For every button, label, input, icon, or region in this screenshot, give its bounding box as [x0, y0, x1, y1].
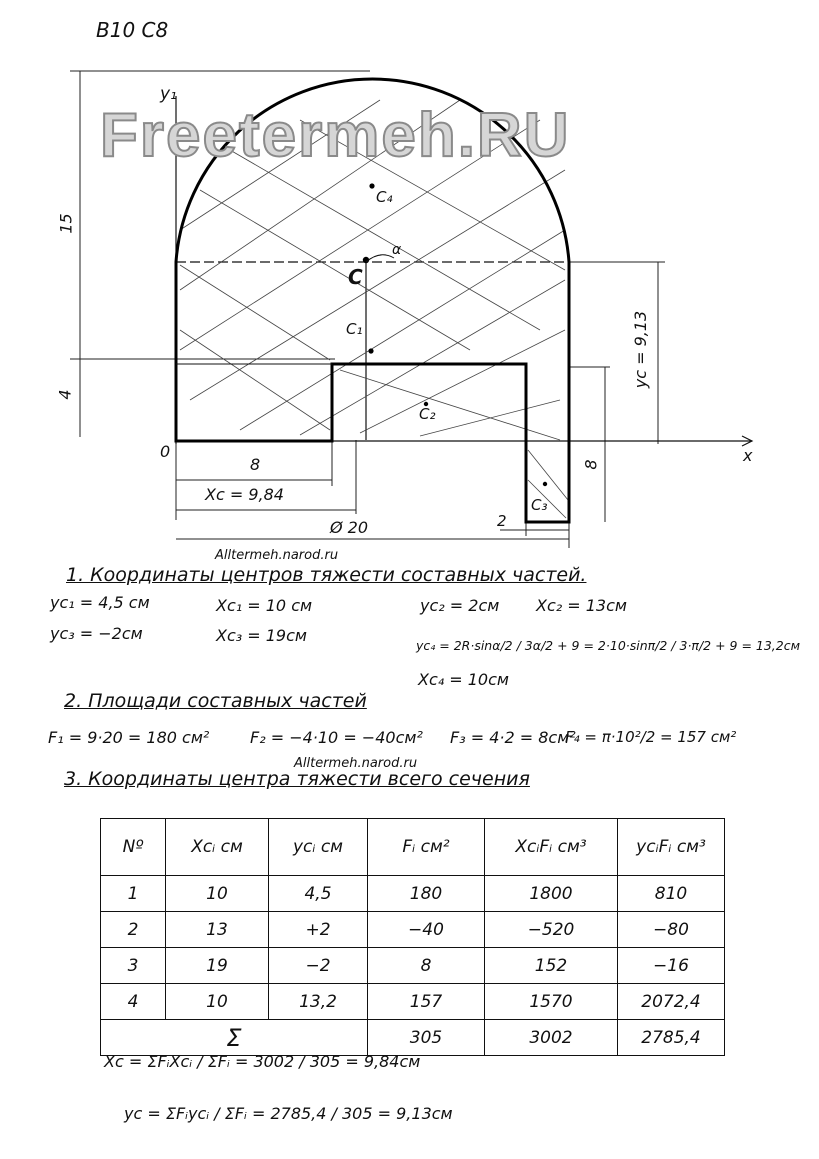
table-header: ycᵢ см: [269, 819, 368, 876]
table-sum-cell: 3002: [485, 1020, 618, 1056]
area-f2: F₂ = −4·10 = −40см²: [250, 728, 423, 747]
table-sum-cell: 305: [368, 1020, 485, 1056]
table-cell: 13: [166, 912, 269, 948]
table-cell: 3: [101, 948, 166, 984]
table-cell: 180: [368, 876, 485, 912]
table-cell: 157: [368, 984, 485, 1020]
table-sum-row: [101, 1020, 725, 1056]
yc1-value: yᴄ₁ = 4,5 см: [50, 593, 150, 612]
site-note: Alltermeh.narod.ru: [294, 756, 418, 771]
table-cell: 1800: [485, 876, 618, 912]
dim-height-15: 15: [56, 213, 76, 234]
table-header-row: [101, 819, 725, 876]
yc3-value: yᴄ₃ = −2см: [50, 624, 143, 643]
area-f4: F₄ = π·10²/2 = 157 см²: [565, 728, 737, 746]
centroid-c3-label: C₃: [531, 496, 548, 514]
section2-heading: 2. Площади составных частей: [64, 690, 367, 712]
xc3-value: Xᴄ₃ = 19см: [216, 626, 307, 645]
xc1-value: Xᴄ₁ = 10 см: [216, 596, 313, 615]
table-cell: 1: [101, 876, 166, 912]
origin-label: 0: [160, 442, 171, 461]
table-cell: −40: [368, 912, 485, 948]
table-cell: −520: [485, 912, 618, 948]
table-cell: +2: [269, 912, 368, 948]
xc2-value: Xᴄ₂ = 13см: [536, 596, 627, 615]
xc4-value: Xᴄ₄ = 10см: [418, 670, 509, 689]
dim-width-8: 8: [250, 455, 261, 474]
table-cell: 2: [101, 912, 166, 948]
yc2-value: yᴄ₂ = 2см: [420, 596, 500, 615]
centroid-c4-label: C₄: [376, 188, 393, 206]
centroid-c-label: C: [348, 265, 363, 289]
table-row: [101, 912, 725, 948]
table-cell: 4: [101, 984, 166, 1020]
dim-diameter-20: Ø 20: [330, 518, 369, 537]
table-header: Xcᵢ см: [166, 819, 269, 876]
table-cell: 8: [368, 948, 485, 984]
centroid-c1-label: C₁: [346, 320, 363, 338]
dim-width-2: 2: [497, 512, 507, 530]
table-cell: 810: [618, 876, 725, 912]
table-cell: 4,5: [269, 876, 368, 912]
table-row: [101, 948, 725, 984]
table-cell: −80: [618, 912, 725, 948]
dim-xc: Xᴄ = 9,84: [205, 485, 284, 504]
table-cell: 13,2: [269, 984, 368, 1020]
table-row: [101, 984, 725, 1020]
section3-heading: 3. Координаты центра тяжести всего сечения: [64, 768, 530, 790]
site-watermark: Freetermeh.RU: [100, 101, 571, 170]
site-note: Alltermeh.narod.ru: [215, 548, 339, 563]
x-axis-label: x: [743, 446, 753, 465]
area-f3: F₃ = 4·2 = 8см²: [450, 728, 576, 747]
table-cell: 10: [166, 876, 269, 912]
alpha-label: α: [392, 242, 402, 258]
table-cell: 10: [166, 984, 269, 1020]
table-header: Nº: [101, 819, 166, 876]
variant-label: В10 С8: [96, 18, 169, 42]
dim-height-4: 4: [55, 389, 75, 400]
table-header: ycᵢFᵢ см³: [618, 819, 725, 876]
table-cell: 19: [166, 948, 269, 984]
table-header: Fᵢ см²: [368, 819, 485, 876]
yc4-formula: yᴄ₄ = 2R·sinα/2 / 3α/2 + 9 = 2·10·sinπ/2 / 3·π/2 + 9 = 13,2см: [416, 638, 801, 653]
table-cell: 1570: [485, 984, 618, 1020]
area-f1: F₁ = 9·20 = 180 см²: [48, 728, 210, 747]
centroid-c2-label: C₂: [419, 405, 436, 423]
table-cell: −16: [618, 948, 725, 984]
table-cell: −2: [269, 948, 368, 984]
result-xc: Xᴄ = ΣFᵢXᴄᵢ / ΣFᵢ = 3002 / 305 = 9,84см: [104, 1052, 421, 1071]
table-sum-label: Σ: [101, 1020, 368, 1056]
dim-height-8: 8: [581, 459, 601, 470]
result-yc: yᴄ = ΣFᵢyᴄᵢ / ΣFᵢ = 2785,4 / 305 = 9,13см: [124, 1104, 453, 1123]
results-table: [100, 818, 725, 1056]
dim-yc: yᴄ = 9,13: [631, 310, 651, 389]
y-axis-label: y₁: [160, 84, 177, 104]
table-cell: 2072,4: [618, 984, 725, 1020]
table-cell: 152: [485, 948, 618, 984]
section1-heading: 1. Координаты центров тяжести составных частей.: [66, 564, 587, 586]
table-header: XcᵢFᵢ см³: [485, 819, 618, 876]
table-sum-cell: 2785,4: [618, 1020, 725, 1056]
table-row: [101, 876, 725, 912]
